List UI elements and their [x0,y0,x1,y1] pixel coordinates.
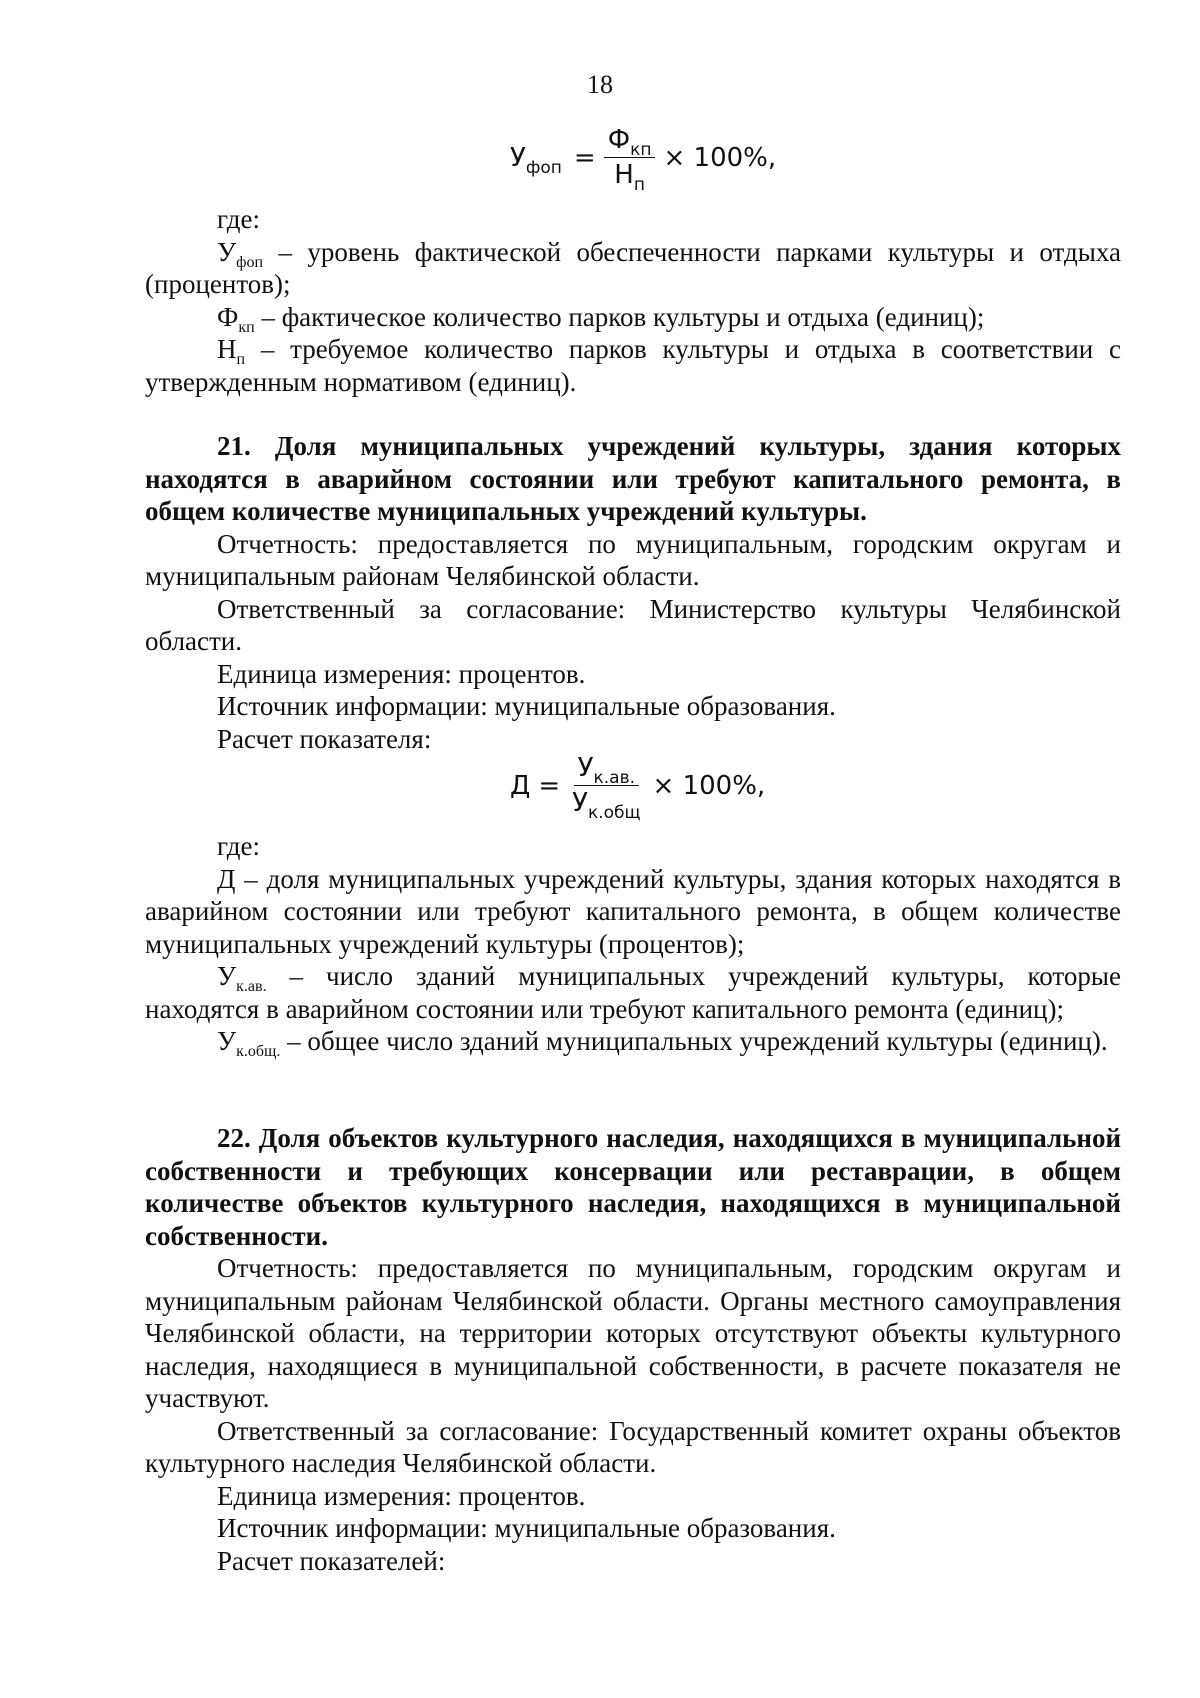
section-21 [145,430,1121,755]
formula-denominator: $У_{к.общ}$ [572,788,641,823]
definition-d: Д – доля муниципальных учреждений культуры, здания которых находятся в аварийном состоянии или требуют капитального ремонта, в общем количестве муниципальных учреждений культуры (процентов); [145,863,1121,959]
formula-lhs: $У_{фоп}$ [510,142,562,178]
formula-numerator: $Ф_{кп}$ [604,125,656,158]
formula-numerator: $У_{к.ав.}$ [574,753,639,786]
formula-denominator: $Н_п$ [614,160,645,195]
page-number: 18 [587,70,613,99]
formula-tail: × 100%, [652,770,766,801]
section-21-heading: 21. Доля муниципальных учреждений культуры, здания которых находятся в аварийном состоянии или требуют капитального ремонта, в общем количестве муниципальных учреждений культуры. [145,431,1121,526]
section-22-calc: Расчет показателей: [217,1545,446,1576]
section-21-reporting: Отчетность: предоставляется по муниципальным, городским округам и муниципальным районам Челябинской области. [145,528,1121,591]
definition-u-fop: $У_{фоп}$ – уровень фактической обеспеченности парками культуры и отдыха (процентов); [145,236,1121,299]
definition-n-p: $Н_п$ – требуемое количество парков культуры и отдыха в соответствии с утвержденным нормативом (единиц). [145,334,1121,397]
formula-uroven-obespechennosti [510,125,777,195]
definitions-block-21 [145,830,1121,1058]
section-21-source: Источник информации: муниципальные образования. [217,691,836,721]
section-22-reporting: Отчетность: предоставляется по муниципальным, городским округам и муниципальным районам Челябинской области. Органы местного самоуправления Челябинской области, на территории которых отсутствуют объекты культурного наследия, находящиеся в муниципальной собственности, в расчете показателя не участвуют. [145,1253,1121,1413]
definitions-block-1 [145,203,1121,398]
section-21-responsible: Ответственный за согласование: Министерство культуры Челябинской области. [145,593,1121,656]
definition-f-kp: $Ф_{кп}$ – фактическое количество парков культуры и отдыха (единиц); [217,301,985,336]
section-21-unit: Единица измерения: процентов. [217,658,586,689]
formula-fraction [568,753,644,823]
formula-eq: = [573,142,596,173]
where-label: где: [217,204,260,234]
definition-u-kav: $У_{к.ав.}$ – число зданий муниципальных учреждений культуры, которые находятся в аварийном состоянии или требуют капитального ремонта (единиц); [145,961,1121,1024]
section-22 [145,1122,1121,1577]
formula-fraction [604,125,656,195]
where-label: где: [217,831,260,861]
formula-lhs: Д [510,770,531,801]
formula-dolya [510,753,766,823]
section-22-unit: Единица измерения: процентов. [217,1480,586,1511]
section-21-calc: Расчет показателя: [217,723,432,754]
section-22-source: Источник информации: муниципальные образования. [217,1513,836,1543]
formula-tail: × 100%, [663,142,777,173]
section-22-responsible: Ответственный за согласование: Государственный комитет охраны объектов культурного наследия Челябинской области. [145,1415,1121,1478]
section-22-heading: 22. Доля объектов культурного наследия, находящихся в муниципальной собственности и требующих консервации или реставрации, в общем количестве объектов культурного наследия, находящихся в муниципальной собственности. [145,1123,1121,1251]
definition-u-kobsch: $У_{к.общ.}$ – общее число зданий муниципальных учреждений культуры (единиц). [217,1026,1108,1060]
formula-eq: = [538,770,561,801]
